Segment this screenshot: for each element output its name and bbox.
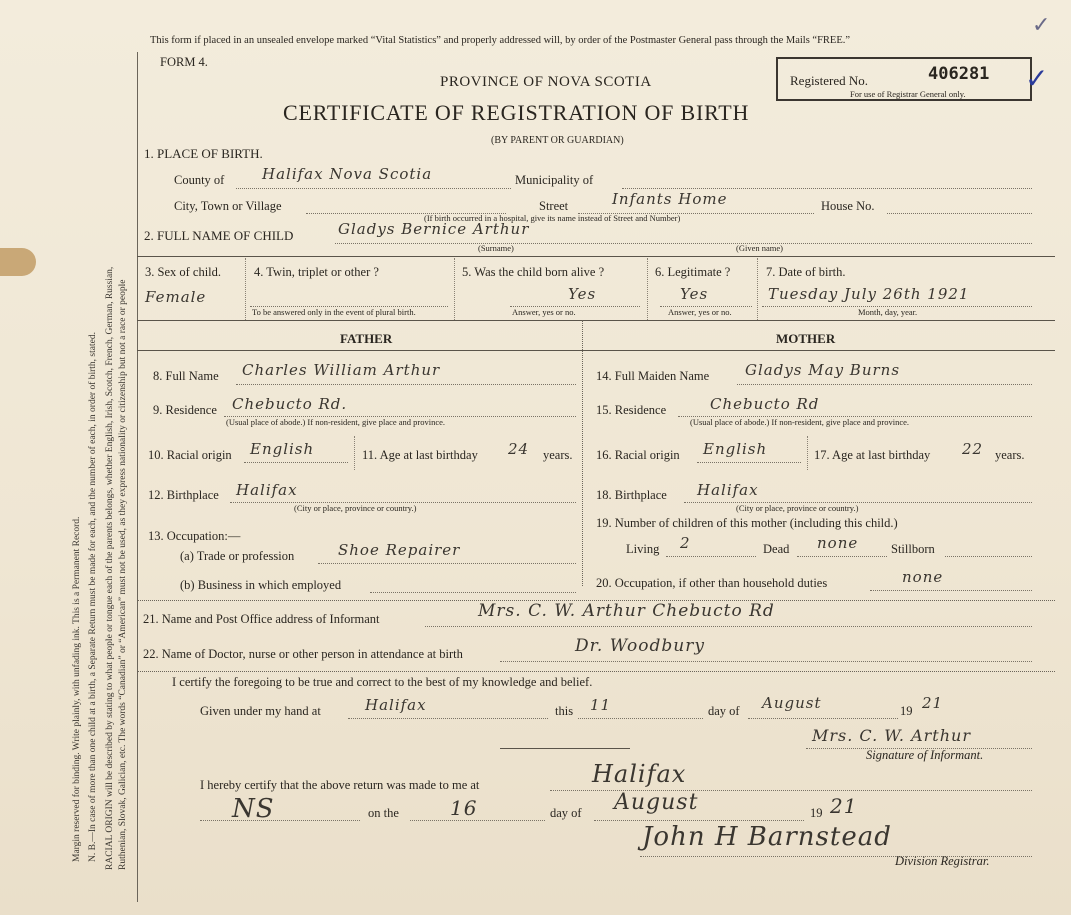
surname-note: (Surname) [478, 243, 514, 253]
trade-label: (a) Trade or profession [180, 549, 295, 563]
doctor-label: 22. Name of Doctor, nurse or other person in attendance at birth [143, 647, 463, 661]
certify-day-of-label: day of [708, 704, 740, 718]
street-label: Street [539, 199, 569, 213]
alive-label: 5. Was the child born alive ? [462, 265, 605, 279]
date-of-birth-value: Tuesday July 26th 1921 [768, 285, 970, 303]
alive-value: Yes [568, 285, 597, 303]
place-of-birth-heading: 1. PLACE OF BIRTH. [144, 146, 263, 161]
sex-value: Female [145, 288, 207, 306]
mother-occupation-label: 20. Occupation, if other than household duties [596, 576, 828, 590]
informant-value: Mrs. C. W. Arthur Chebucto Rd [478, 601, 775, 621]
business-label: (b) Business in which employed [180, 578, 342, 592]
municipality-label: Municipality of [515, 173, 594, 187]
mother-occupation-value: none [902, 568, 944, 586]
registrar-day-of-label: day of [550, 806, 582, 820]
certificate-subtitle: (BY PARENT OR GUARDIAN) [491, 135, 624, 146]
registrar-signature: John H Barnstead [642, 822, 892, 852]
registrar-initials: NS [232, 794, 275, 824]
mother-residence-label: 15. Residence [596, 403, 667, 417]
father-birthplace-label: 12. Birthplace [148, 488, 219, 502]
registrar-month-value: August [614, 790, 699, 815]
mother-racial-value: English [703, 440, 768, 458]
mother-residence-note: (Usual place of abode.) If non-resident, give place and province. [690, 417, 910, 427]
mother-name-label: 14. Full Maiden Name [596, 369, 710, 383]
registered-note: For use of Registrar General only. [850, 89, 966, 99]
certify-year-prefix: 19 [900, 704, 913, 718]
living-label: Living [626, 542, 660, 556]
father-heading: FATHER [340, 331, 393, 346]
dead-label: Dead [763, 542, 790, 556]
father-residence-value: Chebucto Rd. [232, 395, 348, 413]
father-name-label: 8. Full Name [153, 369, 219, 383]
certify-line: I certify the foregoing to be true and correct to the best of my knowledge and belief. [172, 675, 593, 689]
this-label: this [555, 704, 574, 718]
mother-residence-value: Chebucto Rd [710, 395, 820, 413]
mother-birthplace-label: 18. Birthplace [596, 488, 667, 502]
twin-label: 4. Twin, triplet or other ? [254, 265, 379, 279]
legitimate-label: 6. Legitimate ? [655, 265, 731, 279]
twin-note: To be answered only in the event of plural birth. [252, 307, 416, 317]
on-the-label: on the [368, 806, 399, 820]
county-label: County of [174, 173, 225, 187]
mother-age-value: 22 [962, 440, 984, 458]
sex-label: 3. Sex of child. [145, 265, 222, 279]
doctor-value: Dr. Woodbury [575, 636, 705, 656]
stillborn-label: Stillborn [891, 542, 935, 556]
mail-notice: This form if placed in an unsealed envelope marked “Vital Statistics” and properly addressed will, by order of the Postmaster General pass through the Mails “FREE.” [150, 35, 851, 46]
father-age-value: 24 [508, 440, 530, 458]
father-birthplace-value: Halifax [236, 481, 298, 499]
child-name-value: Gladys Bernice Arthur [338, 220, 530, 238]
alive-note: Answer, yes or no. [512, 307, 576, 317]
date-note: Month, day, year. [858, 307, 918, 317]
registration-box [776, 57, 1032, 101]
father-racial-label: 10. Racial origin [148, 448, 232, 462]
margin-note-2: N. B.—In case of more than one child at a birth, a Separate Return must be made for each, and the number of each, in order of birth, stated. [88, 332, 98, 862]
trade-value: Shoe Repairer [338, 541, 461, 559]
father-name-value: Charles William Arthur [242, 361, 441, 379]
city-label: City, Town or Village [174, 199, 282, 213]
mother-heading: MOTHER [776, 331, 836, 346]
mother-name-value: Gladys May Burns [745, 361, 901, 379]
mother-birthplace-value: Halifax [697, 481, 759, 499]
mother-birthplace-note: (City or place, province or country.) [736, 503, 859, 513]
father-residence-label: 9. Residence [153, 403, 217, 417]
informant-label: 21. Name and Post Office address of Informant [143, 612, 380, 626]
certify-day-value: 11 [590, 696, 612, 714]
county-value: Halifax Nova Scotia [262, 165, 433, 183]
margin-note-4: Ruthenian, Slovak, Galician, etc. The words “Canadian” or “American” must not be used, as they express nationality or citizenship but not a race or people [118, 279, 128, 870]
father-years: years. [543, 448, 573, 462]
child-name-label: 2. FULL NAME OF CHILD [144, 228, 294, 243]
given-place-value: Halifax [365, 696, 427, 714]
father-occupation-label: 13. Occupation:— [148, 529, 241, 543]
legitimate-note: Answer, yes or no. [668, 307, 732, 317]
form-number: FORM 4. [160, 55, 208, 69]
mother-racial-label: 16. Racial origin [596, 448, 680, 462]
division-registrar-label: Division Registrar. [895, 854, 990, 868]
date-of-birth-label: 7. Date of birth. [766, 265, 846, 279]
living-value: 2 [680, 534, 691, 552]
registrar-year-prefix: 19 [810, 806, 823, 820]
children-count-label: 19. Number of children of this mother (including this child.) [596, 516, 898, 530]
house-no-label: House No. [821, 199, 875, 213]
certify-year-value: 21 [922, 694, 944, 712]
informant-signature: Mrs. C. W. Arthur [812, 726, 971, 745]
margin-note-3: RACIAL ORIGIN will be described by stating to what people or tongue each of the parents belongs, whether English, Irish, Scotch, French, German, Russian, [105, 266, 115, 870]
certificate-title: CERTIFICATE OF REGISTRATION OF BIRTH [283, 100, 750, 125]
margin-note-1: Margin reserved for binding. Write plainly, with unfading ink. This is a Permanent Record. [72, 516, 82, 862]
informant-signature-label: Signature of Informant. [866, 748, 984, 762]
certify-month-value: August [762, 694, 822, 712]
dead-value: none [817, 534, 859, 552]
legitimate-value: Yes [680, 285, 709, 303]
father-residence-note: (Usual place of abode.) If non-resident, give place and province. [226, 417, 446, 427]
binding-hole [0, 248, 36, 276]
mother-years: years. [995, 448, 1025, 462]
registered-label: Registered No. [790, 73, 868, 88]
street-value: Infants Home [612, 190, 728, 208]
registrar-day-value: 16 [450, 796, 478, 820]
registrar-year-value: 21 [830, 794, 858, 818]
mother-age-label: 17. Age at last birthday [814, 448, 931, 462]
registered-number: 406281 [928, 64, 990, 84]
hospital-note: (If birth occurred in a hospital, give its name instead of Street and Number) [424, 213, 681, 223]
registrar-place-value: Halifax [592, 760, 687, 788]
given-under-label: Given under my hand at [200, 704, 321, 718]
father-racial-value: English [250, 440, 315, 458]
given-name-note: (Given name) [736, 243, 783, 253]
father-age-label: 11. Age at last birthday [362, 448, 478, 462]
check-mark-icon: ✓ [1032, 12, 1051, 37]
registrar-certify-line: I hereby certify that the above return was made to me at [200, 778, 480, 792]
father-birthplace-note: (City or place, province or country.) [294, 503, 417, 513]
check-mark-icon: ✓ [1025, 64, 1049, 95]
province-title: PROVINCE OF NOVA SCOTIA [440, 74, 652, 90]
